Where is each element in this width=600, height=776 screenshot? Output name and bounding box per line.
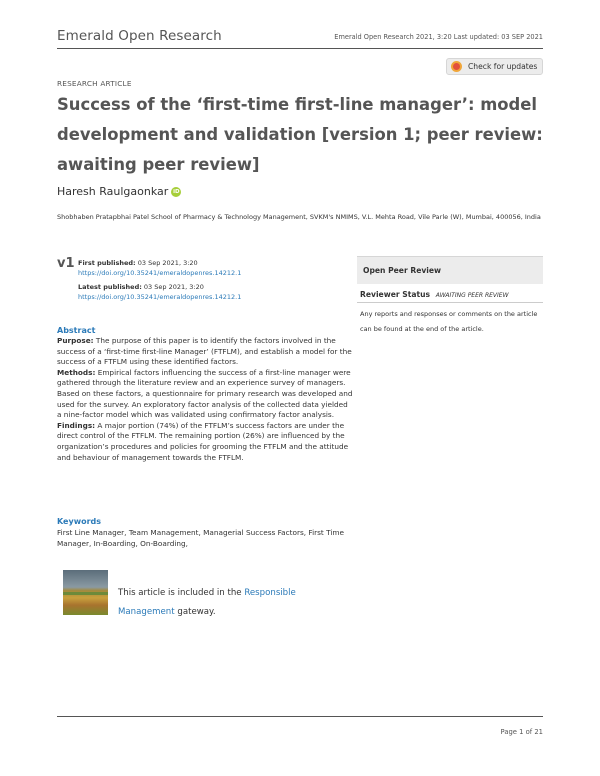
first-doi-link[interactable]: https://doi.org/10.35241/emeraldopenres.14212.1: [78, 269, 242, 277]
latest-published-label: Latest published:: [78, 283, 142, 291]
latest-published: [78, 282, 241, 302]
latest-published-date: 03 Sep 2021, 3:20: [143, 283, 204, 291]
gateway-link[interactable]: Responsible Management: [118, 588, 296, 617]
author-name[interactable]: Haresh Raulgaonkar: [57, 185, 169, 198]
first-published-date: 03 Sep 2021, 3:20: [137, 259, 198, 267]
purpose-label: Purpose:: [57, 336, 94, 345]
abstract-heading: Abstract: [57, 326, 96, 335]
check-updates-icon: [451, 61, 462, 72]
abstract-findings: [57, 421, 353, 463]
reviewer-status-value: AWAITING PEER REVIEW: [435, 292, 509, 299]
gateway-suffix: gateway.: [177, 607, 216, 617]
gateway-image[interactable]: [63, 570, 108, 615]
methods-label: Methods:: [57, 367, 96, 377]
footer-rule: [57, 716, 543, 717]
journal-name: Emerald Open Research: [57, 28, 222, 44]
abstract-body: [57, 336, 353, 463]
article-title: Success of the ‘first-time first-line manager’: model development and validation [version 1; peer review: awaiting peer review]: [57, 95, 543, 174]
methods-text: Empirical factors influencing the success of a first-line manager were gathered through the literature review and an experience survey of managers. Based on these factors, a questionnaire for primary research was developed and used for the survey. An exploratory factor analysis of the collected data yielded a nine-factor model which was validated using confirmatory factor analysis.: [57, 367, 353, 420]
check-updates-label: Check for updates: [468, 62, 538, 71]
purpose-text: The purpose of this paper is to identify the factors involved in the success of a ‘first-time first-line Manager’ (FTFLM), and establish a model for the success of a FTFLM using these identified factors.: [57, 336, 352, 367]
first-published: [78, 258, 241, 278]
reviewer-status: [360, 290, 509, 299]
abstract-methods: [57, 368, 353, 421]
first-published-label: First published:: [78, 259, 136, 267]
abstract-purpose: [57, 336, 353, 368]
keywords-heading: Keywords: [57, 517, 102, 526]
peer-review-note: Any reports and responses or comments on the article can be found at the end of the article.: [360, 310, 538, 333]
latest-doi-link[interactable]: https://doi.org/10.35241/emeraldopenres.14212.1: [78, 293, 242, 301]
gateway-text: [118, 584, 348, 622]
keywords-text: First Line Manager, Team Management, Managerial Success Factors, First Time Manager, In-Boarding, On-Boarding,: [57, 528, 344, 548]
gateway-prefix: This article is included in the: [118, 588, 242, 598]
header-rule: [57, 48, 543, 49]
page-number: Page 1 of 21: [500, 728, 543, 736]
findings-label: Findings:: [57, 420, 96, 430]
version-label: v1: [57, 256, 75, 271]
orcid-icon[interactable]: iD: [173, 188, 180, 195]
citation-line: Emerald Open Research 2021, 3:20 Last updated: 03 SEP 2021: [334, 33, 543, 41]
affiliation: Shobhaben Pratapbhai Patel School of Pharmacy & Technology Management, SVKM's NMIMS, V.L. Mehta Road, Vile Parle (W), Mumbai, 400056, India: [57, 213, 541, 221]
check-for-updates-button[interactable]: [446, 58, 543, 75]
peer-review-rule: [357, 302, 543, 303]
author-line: [57, 185, 181, 198]
findings-text: A major portion (74%) of the FTFLM’s success factors are under the direct control of the FTFLM. The remaining portion (26%) are influenced by the organization’s procedures and policies for grooming the FTFLM and the attitude and behaviour of management towards the FTFLM.: [57, 420, 349, 462]
open-peer-review-heading: Open Peer Review: [357, 256, 543, 284]
article-type: RESEARCH ARTICLE: [57, 79, 132, 88]
reviewer-status-label: Reviewer Status: [360, 290, 431, 299]
